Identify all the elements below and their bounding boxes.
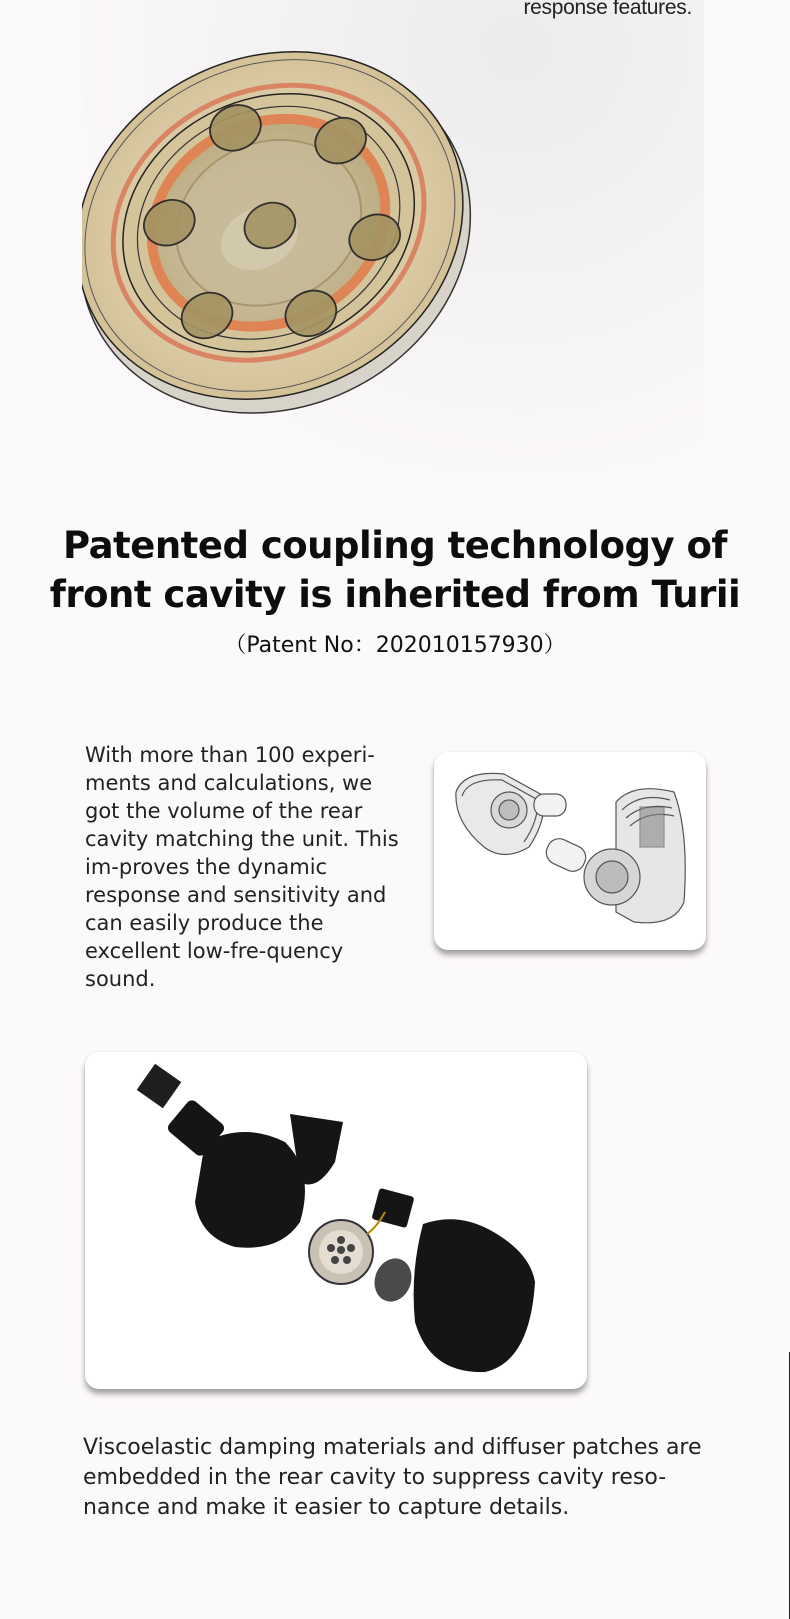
exploded-earphone-icon bbox=[85, 1052, 587, 1389]
headline-line-1: Patented coupling technology of bbox=[62, 524, 728, 567]
driver-diaphragm-icon bbox=[82, 0, 704, 470]
headline-line-2: front cavity is inherited from Turii bbox=[49, 573, 741, 616]
hero-caption: response features. bbox=[523, 0, 692, 19]
patent-number: （Patent No：202010157930） bbox=[224, 633, 566, 658]
section-headline bbox=[0, 521, 790, 619]
cavity-description: With more than 100 experi-ments and calculations, we got the volume of the rear cavity matching the unit. This im-proves the dynamic response and sensitivity and can easily produce the excellent low-fre-quency sound. bbox=[85, 743, 399, 991]
cavity-image-card bbox=[434, 752, 706, 950]
damping-description: Viscoelastic damping materials and diffuser patches are embedded in the rear cavity to suppress cavity reso-nance and make it easier to capture details. bbox=[83, 1435, 702, 1520]
exploded-image-card bbox=[85, 1052, 587, 1389]
transparent-earphone-icon bbox=[434, 752, 706, 950]
hero-section bbox=[82, 0, 704, 470]
